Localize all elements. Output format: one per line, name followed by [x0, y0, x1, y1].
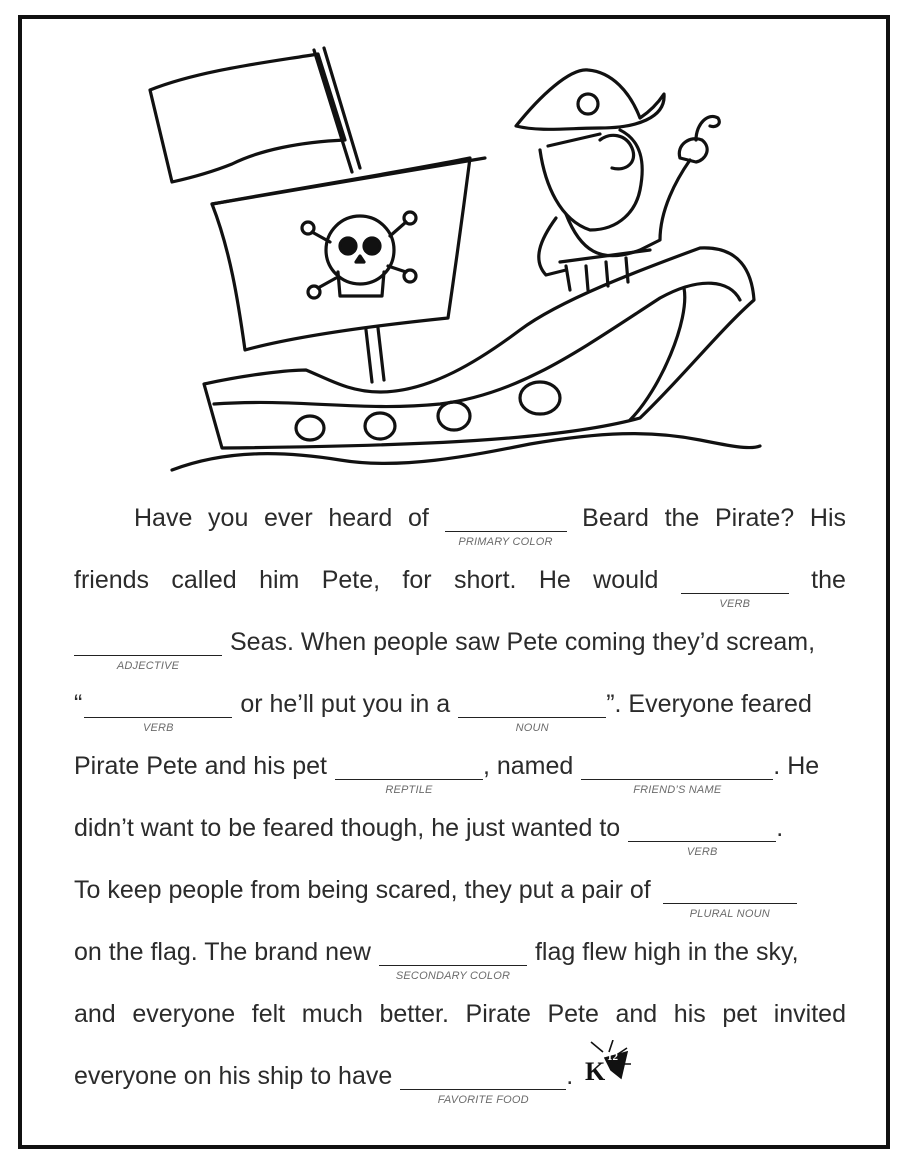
story-word: ever — [264, 504, 313, 532]
story-word: Pirate — [465, 1000, 531, 1028]
blank-label: FAVORITE FOOD — [437, 1094, 529, 1106]
blank-label: PRIMARY COLOR — [458, 536, 553, 548]
story-word: His — [809, 504, 846, 532]
story-word: Have — [134, 504, 193, 532]
blank-favorite-food[interactable] — [400, 1056, 566, 1106]
story-text: or he’ll put you in a — [240, 690, 451, 718]
story-text: , named — [482, 752, 574, 780]
story-word: better. — [379, 1000, 449, 1028]
blank-label: PLURAL NOUN — [689, 908, 770, 920]
story-word: the — [811, 566, 846, 594]
story-line-7 — [74, 870, 846, 920]
story-line-4 — [74, 684, 846, 734]
story-word: called — [171, 566, 237, 594]
blank-noun[interactable] — [458, 684, 606, 734]
blank-verb-2[interactable] — [84, 684, 232, 734]
story-word: of — [407, 504, 429, 532]
k12-logo — [583, 1040, 633, 1094]
story-line-8 — [74, 932, 846, 982]
story-word: felt — [251, 1000, 286, 1028]
pirate — [516, 70, 664, 129]
story-text: Seas. When people saw Pete coming they’d scream, — [230, 628, 816, 656]
blank-label: ADJECTIVE — [116, 660, 180, 672]
story-word: friends — [74, 566, 150, 594]
main-sail — [212, 158, 470, 350]
blank-friends-name[interactable] — [581, 746, 773, 796]
story-word: you — [208, 504, 249, 532]
blank-label: NOUN — [515, 722, 549, 734]
blank-secondary-color[interactable] — [379, 932, 527, 982]
story-text: didn’t want to be feared though, he just wanted to — [74, 814, 621, 842]
story-word: for — [402, 566, 432, 594]
blank-verb[interactable] — [681, 560, 789, 610]
story-line-1 — [74, 498, 846, 548]
mast-lower — [366, 328, 384, 382]
blank-label: SECONDARY COLOR — [395, 970, 511, 982]
story-text: . — [776, 814, 784, 842]
blank-verb-3[interactable] — [628, 808, 776, 858]
story-line-10 — [74, 1051, 846, 1106]
blank-adjective[interactable] — [74, 622, 222, 672]
story-text: To keep people from being scared, they put a pair of — [74, 876, 651, 904]
blank-label: REPTILE — [385, 784, 433, 796]
blank-plural-noun[interactable] — [663, 870, 797, 920]
story-word: him — [259, 566, 300, 594]
story-word: short. — [453, 566, 517, 594]
story-word: He — [538, 566, 571, 594]
blank-label: VERB — [686, 846, 718, 858]
blank-primary-color[interactable] — [445, 498, 567, 548]
story-text: flag flew high in the sky, — [534, 938, 799, 966]
blank-label: FRIEND’S NAME — [633, 784, 722, 796]
svg-text:12: 12 — [607, 1051, 619, 1063]
story-text: . — [566, 1062, 574, 1090]
story-line-3 — [74, 622, 846, 672]
story-word: and — [615, 1000, 658, 1028]
blank-label: VERB — [142, 722, 174, 734]
story-word: Pirate? — [715, 504, 795, 532]
story-word: Beard — [582, 504, 649, 532]
ship-hull — [204, 248, 754, 448]
story-text: everyone on his ship to have — [74, 1062, 393, 1090]
story-word: heard — [328, 504, 393, 532]
svg-text:K: K — [585, 1057, 606, 1082]
story-text: ”. Everyone feared — [606, 690, 812, 718]
story-word: invited — [773, 1000, 846, 1028]
story-word: much — [301, 1000, 363, 1028]
story-word: the — [664, 504, 700, 532]
story-line-9 — [74, 994, 846, 1034]
story-word: pet — [722, 1000, 758, 1028]
story-word: his — [673, 1000, 706, 1028]
story-line-6 — [74, 808, 846, 858]
top-flag — [150, 54, 345, 182]
story-line-2 — [74, 560, 846, 610]
story-word: Pete — [547, 1000, 599, 1028]
blank-label: VERB — [719, 598, 751, 610]
story-line-5 — [74, 746, 846, 796]
story-text: “ — [74, 690, 83, 718]
story-word: everyone — [132, 1000, 236, 1028]
story-text: on the flag. The brand new — [74, 938, 371, 966]
story-word: would — [593, 566, 659, 594]
story-text: . He — [773, 752, 820, 780]
story-word: Pete, — [321, 566, 381, 594]
story-word: and — [74, 1000, 116, 1028]
blank-reptile[interactable] — [335, 746, 483, 796]
water-wave — [172, 434, 760, 470]
story-text: Pirate Pete and his pet — [74, 752, 327, 780]
pirate-ship-illustration — [0, 0, 912, 490]
